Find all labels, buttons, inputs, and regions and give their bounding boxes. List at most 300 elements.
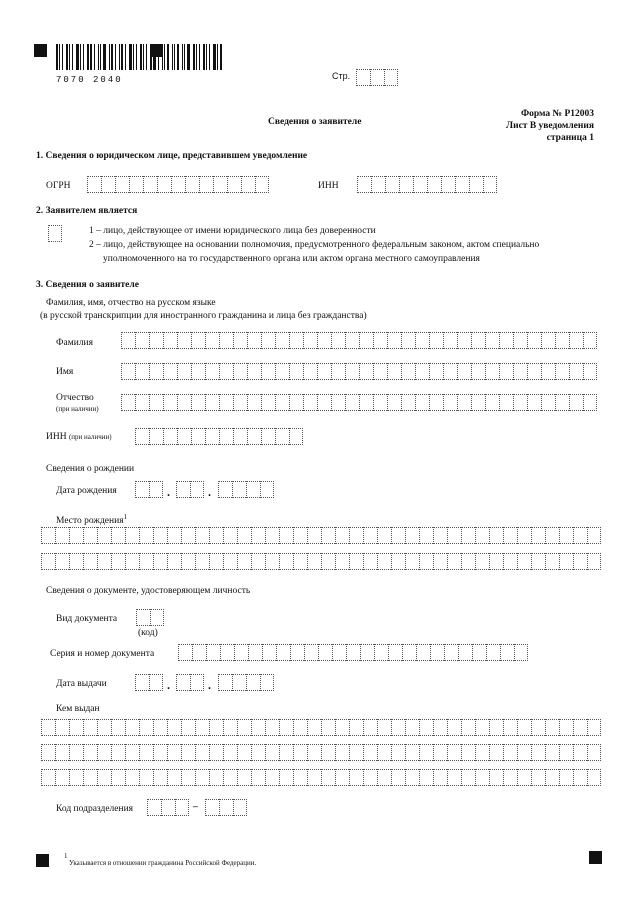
input-cell[interactable]: [317, 394, 331, 411]
input-cell[interactable]: [153, 719, 167, 736]
input-cell[interactable]: [177, 428, 191, 445]
input-cell[interactable]: [321, 719, 335, 736]
input-cell[interactable]: [195, 527, 209, 544]
input-cell[interactable]: [489, 553, 503, 570]
input-cell[interactable]: [401, 394, 415, 411]
input-cell[interactable]: [513, 363, 527, 380]
input-cell[interactable]: [262, 644, 276, 661]
input-cell[interactable]: [41, 527, 55, 544]
input-cell[interactable]: [219, 363, 233, 380]
input-cell[interactable]: [246, 674, 260, 691]
input-cell[interactable]: [48, 225, 62, 242]
input-cell[interactable]: [177, 332, 191, 349]
input-cell[interactable]: [246, 481, 260, 498]
input-cell[interactable]: [363, 769, 377, 786]
input-cell[interactable]: [555, 332, 569, 349]
input-cell[interactable]: [149, 363, 163, 380]
input-cell[interactable]: [251, 719, 265, 736]
input-cell[interactable]: [391, 769, 405, 786]
input-cell[interactable]: [387, 332, 401, 349]
input-cell[interactable]: [234, 644, 248, 661]
input-cell[interactable]: [69, 553, 83, 570]
input-cell[interactable]: [461, 769, 475, 786]
input-cell[interactable]: [415, 363, 429, 380]
input-cell[interactable]: [471, 394, 485, 411]
input-cell[interactable]: [139, 744, 153, 761]
input-cell[interactable]: [139, 553, 153, 570]
input-cell[interactable]: [346, 644, 360, 661]
input-cell[interactable]: [433, 719, 447, 736]
input-cell[interactable]: [443, 363, 457, 380]
input-cell[interactable]: [289, 394, 303, 411]
input-cell[interactable]: [241, 176, 255, 193]
input-cell[interactable]: [125, 744, 139, 761]
input-cell[interactable]: [190, 481, 204, 498]
input-cell[interactable]: [415, 394, 429, 411]
input-cell[interactable]: [233, 394, 247, 411]
input-cell[interactable]: [83, 527, 97, 544]
input-cell[interactable]: [461, 553, 475, 570]
input-cell[interactable]: [517, 719, 531, 736]
input-cell[interactable]: [251, 769, 265, 786]
input-cell[interactable]: [181, 527, 195, 544]
input-cell[interactable]: [359, 363, 373, 380]
inn-cells[interactable]: [357, 176, 497, 193]
input-cell[interactable]: [569, 394, 583, 411]
input-cell[interactable]: [153, 769, 167, 786]
input-cell[interactable]: [237, 719, 251, 736]
input-cell[interactable]: [213, 176, 227, 193]
input-cell[interactable]: [433, 553, 447, 570]
input-cell[interactable]: [261, 363, 275, 380]
input-cell[interactable]: [433, 527, 447, 544]
input-cell[interactable]: [587, 527, 601, 544]
input-cell[interactable]: [247, 428, 261, 445]
input-cell[interactable]: [97, 527, 111, 544]
input-cell[interactable]: [255, 176, 269, 193]
input-cell[interactable]: [559, 553, 573, 570]
input-cell[interactable]: [307, 553, 321, 570]
input-cell[interactable]: [377, 553, 391, 570]
input-cell[interactable]: [247, 332, 261, 349]
input-cell[interactable]: [402, 644, 416, 661]
input-cell[interactable]: [569, 363, 583, 380]
input-cell[interactable]: [209, 719, 223, 736]
input-cell[interactable]: [276, 644, 290, 661]
input-cell[interactable]: [469, 176, 483, 193]
input-cell[interactable]: [97, 553, 111, 570]
input-cell[interactable]: [573, 527, 587, 544]
input-cell[interactable]: [181, 719, 195, 736]
input-cell[interactable]: [125, 553, 139, 570]
input-cell[interactable]: [69, 769, 83, 786]
input-cell[interactable]: [167, 744, 181, 761]
input-cell[interactable]: [545, 769, 559, 786]
input-cell[interactable]: [275, 394, 289, 411]
input-cell[interactable]: [555, 363, 569, 380]
input-cell[interactable]: [345, 394, 359, 411]
input-cell[interactable]: [419, 719, 433, 736]
input-cell[interactable]: [317, 363, 331, 380]
input-cell[interactable]: [419, 769, 433, 786]
input-cell[interactable]: [531, 769, 545, 786]
input-cell[interactable]: [205, 394, 219, 411]
input-cell[interactable]: [279, 553, 293, 570]
input-cell[interactable]: [190, 674, 204, 691]
birth-year-cells[interactable]: [218, 481, 274, 498]
input-cell[interactable]: [503, 744, 517, 761]
input-cell[interactable]: [503, 719, 517, 736]
input-cell[interactable]: [195, 719, 209, 736]
input-cell[interactable]: [199, 176, 213, 193]
input-cell[interactable]: [559, 719, 573, 736]
birth-month-cells[interactable]: [176, 481, 204, 498]
input-cell[interactable]: [139, 719, 153, 736]
input-cell[interactable]: [486, 644, 500, 661]
input-cell[interactable]: [251, 553, 265, 570]
name-cells[interactable]: [121, 363, 597, 380]
input-cell[interactable]: [475, 553, 489, 570]
input-cell[interactable]: [429, 332, 443, 349]
input-cell[interactable]: [153, 527, 167, 544]
input-cell[interactable]: [359, 394, 373, 411]
input-cell[interactable]: [513, 332, 527, 349]
input-cell[interactable]: [384, 69, 398, 86]
input-cell[interactable]: [265, 744, 279, 761]
input-cell[interactable]: [419, 744, 433, 761]
input-cell[interactable]: [195, 769, 209, 786]
input-cell[interactable]: [55, 769, 69, 786]
input-cell[interactable]: [265, 553, 279, 570]
input-cell[interactable]: [373, 394, 387, 411]
input-cell[interactable]: [157, 176, 171, 193]
input-cell[interactable]: [541, 363, 555, 380]
input-cell[interactable]: [223, 744, 237, 761]
input-cell[interactable]: [191, 332, 205, 349]
input-cell[interactable]: [111, 769, 125, 786]
input-cell[interactable]: [307, 769, 321, 786]
input-cell[interactable]: [261, 332, 275, 349]
input-cell[interactable]: [527, 394, 541, 411]
input-cell[interactable]: [419, 527, 433, 544]
input-cell[interactable]: [192, 644, 206, 661]
ogrn-cells[interactable]: [87, 176, 269, 193]
input-cell[interactable]: [83, 769, 97, 786]
input-cell[interactable]: [227, 176, 241, 193]
input-cell[interactable]: [304, 644, 318, 661]
input-cell[interactable]: [279, 769, 293, 786]
input-cell[interactable]: [83, 553, 97, 570]
input-cell[interactable]: [303, 363, 317, 380]
input-cell[interactable]: [167, 527, 181, 544]
input-cell[interactable]: [181, 553, 195, 570]
input-cell[interactable]: [321, 769, 335, 786]
division-code-cells-2[interactable]: [205, 799, 247, 816]
input-cell[interactable]: [405, 553, 419, 570]
input-cell[interactable]: [541, 332, 555, 349]
input-cell[interactable]: [471, 332, 485, 349]
input-cell[interactable]: [111, 719, 125, 736]
input-cell[interactable]: [248, 644, 262, 661]
input-cell[interactable]: [115, 176, 129, 193]
input-cell[interactable]: [555, 394, 569, 411]
input-cell[interactable]: [275, 363, 289, 380]
input-cell[interactable]: [149, 674, 163, 691]
birth-place-row-2[interactable]: [41, 553, 601, 570]
input-cell[interactable]: [191, 394, 205, 411]
input-cell[interactable]: [177, 394, 191, 411]
input-cell[interactable]: [279, 527, 293, 544]
input-cell[interactable]: [363, 553, 377, 570]
input-cell[interactable]: [399, 176, 413, 193]
input-cell[interactable]: [135, 674, 149, 691]
input-cell[interactable]: [559, 527, 573, 544]
input-cell[interactable]: [360, 644, 374, 661]
input-cell[interactable]: [111, 744, 125, 761]
patronymic-cells[interactable]: [121, 394, 597, 411]
input-cell[interactable]: [385, 176, 399, 193]
input-cell[interactable]: [455, 176, 469, 193]
input-cell[interactable]: [461, 527, 475, 544]
input-cell[interactable]: [136, 609, 150, 626]
input-cell[interactable]: [363, 527, 377, 544]
input-cell[interactable]: [233, 428, 247, 445]
input-cell[interactable]: [415, 332, 429, 349]
input-cell[interactable]: [499, 394, 513, 411]
issued-by-row-3[interactable]: [41, 769, 601, 786]
input-cell[interactable]: [55, 553, 69, 570]
input-cell[interactable]: [293, 719, 307, 736]
input-cell[interactable]: [357, 176, 371, 193]
input-cell[interactable]: [261, 428, 275, 445]
input-cell[interactable]: [163, 363, 177, 380]
input-cell[interactable]: [332, 644, 346, 661]
input-cell[interactable]: [69, 744, 83, 761]
input-cell[interactable]: [489, 527, 503, 544]
input-cell[interactable]: [545, 553, 559, 570]
input-cell[interactable]: [223, 527, 237, 544]
input-cell[interactable]: [475, 527, 489, 544]
input-cell[interactable]: [531, 719, 545, 736]
input-cell[interactable]: [161, 799, 175, 816]
input-cell[interactable]: [545, 719, 559, 736]
input-cell[interactable]: [121, 363, 135, 380]
input-cell[interactable]: [237, 744, 251, 761]
input-cell[interactable]: [444, 644, 458, 661]
input-cell[interactable]: [447, 527, 461, 544]
input-cell[interactable]: [569, 332, 583, 349]
input-cell[interactable]: [373, 332, 387, 349]
input-cell[interactable]: [135, 332, 149, 349]
input-cell[interactable]: [363, 719, 377, 736]
input-cell[interactable]: [275, 428, 289, 445]
input-cell[interactable]: [87, 176, 101, 193]
input-cell[interactable]: [218, 481, 232, 498]
input-cell[interactable]: [387, 363, 401, 380]
input-cell[interactable]: [321, 527, 335, 544]
page-number-cells[interactable]: [356, 69, 398, 86]
input-cell[interactable]: [443, 332, 457, 349]
input-cell[interactable]: [147, 799, 161, 816]
input-cell[interactable]: [55, 527, 69, 544]
input-cell[interactable]: [405, 527, 419, 544]
input-cell[interactable]: [150, 609, 164, 626]
input-cell[interactable]: [363, 744, 377, 761]
issued-by-row-1[interactable]: [41, 719, 601, 736]
input-cell[interactable]: [461, 719, 475, 736]
input-cell[interactable]: [209, 527, 223, 544]
input-cell[interactable]: [443, 394, 457, 411]
input-cell[interactable]: [125, 769, 139, 786]
input-cell[interactable]: [335, 769, 349, 786]
issue-month-cells[interactable]: [176, 674, 204, 691]
input-cell[interactable]: [163, 332, 177, 349]
input-cell[interactable]: [545, 744, 559, 761]
input-cell[interactable]: [265, 719, 279, 736]
input-cell[interactable]: [391, 744, 405, 761]
input-cell[interactable]: [405, 769, 419, 786]
input-cell[interactable]: [471, 363, 485, 380]
input-cell[interactable]: [391, 527, 405, 544]
input-cell[interactable]: [289, 332, 303, 349]
input-cell[interactable]: [374, 644, 388, 661]
input-cell[interactable]: [573, 719, 587, 736]
input-cell[interactable]: [391, 553, 405, 570]
input-cell[interactable]: [261, 394, 275, 411]
input-cell[interactable]: [149, 481, 163, 498]
input-cell[interactable]: [290, 644, 304, 661]
input-cell[interactable]: [429, 363, 443, 380]
surname-cells[interactable]: [121, 332, 597, 349]
input-cell[interactable]: [176, 481, 190, 498]
input-cell[interactable]: [153, 553, 167, 570]
input-cell[interactable]: [527, 332, 541, 349]
input-cell[interactable]: [265, 769, 279, 786]
input-cell[interactable]: [206, 644, 220, 661]
input-cell[interactable]: [167, 719, 181, 736]
input-cell[interactable]: [377, 527, 391, 544]
input-cell[interactable]: [489, 744, 503, 761]
input-cell[interactable]: [503, 527, 517, 544]
input-cell[interactable]: [176, 674, 190, 691]
input-cell[interactable]: [500, 644, 514, 661]
input-cell[interactable]: [419, 553, 433, 570]
input-cell[interactable]: [135, 481, 149, 498]
input-cell[interactable]: [531, 527, 545, 544]
input-cell[interactable]: [583, 363, 597, 380]
input-cell[interactable]: [178, 644, 192, 661]
issue-year-cells[interactable]: [218, 674, 274, 691]
input-cell[interactable]: [232, 481, 246, 498]
input-cell[interactable]: [475, 769, 489, 786]
input-cell[interactable]: [163, 428, 177, 445]
input-cell[interactable]: [349, 769, 363, 786]
input-cell[interactable]: [427, 176, 441, 193]
input-cell[interactable]: [483, 176, 497, 193]
applicant-type-cell[interactable]: [48, 225, 62, 242]
input-cell[interactable]: [430, 644, 444, 661]
input-cell[interactable]: [143, 176, 157, 193]
input-cell[interactable]: [433, 769, 447, 786]
input-cell[interactable]: [195, 744, 209, 761]
input-cell[interactable]: [573, 553, 587, 570]
doc-series-cells[interactable]: [178, 644, 528, 661]
input-cell[interactable]: [181, 744, 195, 761]
input-cell[interactable]: [485, 332, 499, 349]
input-cell[interactable]: [405, 719, 419, 736]
input-cell[interactable]: [223, 553, 237, 570]
input-cell[interactable]: [101, 176, 115, 193]
input-cell[interactable]: [573, 744, 587, 761]
input-cell[interactable]: [335, 719, 349, 736]
input-cell[interactable]: [289, 428, 303, 445]
input-cell[interactable]: [447, 719, 461, 736]
input-cell[interactable]: [345, 363, 359, 380]
input-cell[interactable]: [349, 553, 363, 570]
input-cell[interactable]: [472, 644, 486, 661]
input-cell[interactable]: [433, 744, 447, 761]
input-cell[interactable]: [175, 799, 189, 816]
input-cell[interactable]: [503, 553, 517, 570]
input-cell[interactable]: [447, 769, 461, 786]
input-cell[interactable]: [485, 363, 499, 380]
input-cell[interactable]: [111, 527, 125, 544]
input-cell[interactable]: [247, 363, 261, 380]
input-cell[interactable]: [275, 332, 289, 349]
input-cell[interactable]: [135, 428, 149, 445]
input-cell[interactable]: [223, 719, 237, 736]
input-cell[interactable]: [97, 769, 111, 786]
input-cell[interactable]: [387, 394, 401, 411]
input-cell[interactable]: [513, 394, 527, 411]
input-cell[interactable]: [401, 332, 415, 349]
birth-place-row-1[interactable]: [41, 527, 601, 544]
input-cell[interactable]: [583, 332, 597, 349]
input-cell[interactable]: [293, 744, 307, 761]
input-cell[interactable]: [289, 363, 303, 380]
input-cell[interactable]: [377, 769, 391, 786]
input-cell[interactable]: [209, 553, 223, 570]
input-cell[interactable]: [349, 527, 363, 544]
inn-person-cells[interactable]: [135, 428, 303, 445]
input-cell[interactable]: [307, 744, 321, 761]
birth-day-cells[interactable]: [135, 481, 163, 498]
input-cell[interactable]: [195, 553, 209, 570]
input-cell[interactable]: [447, 744, 461, 761]
input-cell[interactable]: [209, 769, 223, 786]
input-cell[interactable]: [69, 719, 83, 736]
input-cell[interactable]: [441, 176, 455, 193]
input-cell[interactable]: [499, 363, 513, 380]
input-cell[interactable]: [111, 553, 125, 570]
division-code-cells-1[interactable]: [147, 799, 189, 816]
input-cell[interactable]: [205, 428, 219, 445]
input-cell[interactable]: [171, 176, 185, 193]
input-cell[interactable]: [349, 719, 363, 736]
input-cell[interactable]: [233, 363, 247, 380]
input-cell[interactable]: [97, 744, 111, 761]
input-cell[interactable]: [377, 744, 391, 761]
input-cell[interactable]: [318, 644, 332, 661]
input-cell[interactable]: [125, 527, 139, 544]
input-cell[interactable]: [153, 744, 167, 761]
input-cell[interactable]: [531, 744, 545, 761]
input-cell[interactable]: [41, 769, 55, 786]
input-cell[interactable]: [499, 332, 513, 349]
input-cell[interactable]: [371, 176, 385, 193]
input-cell[interactable]: [377, 719, 391, 736]
doc-type-cells[interactable]: [136, 609, 164, 626]
